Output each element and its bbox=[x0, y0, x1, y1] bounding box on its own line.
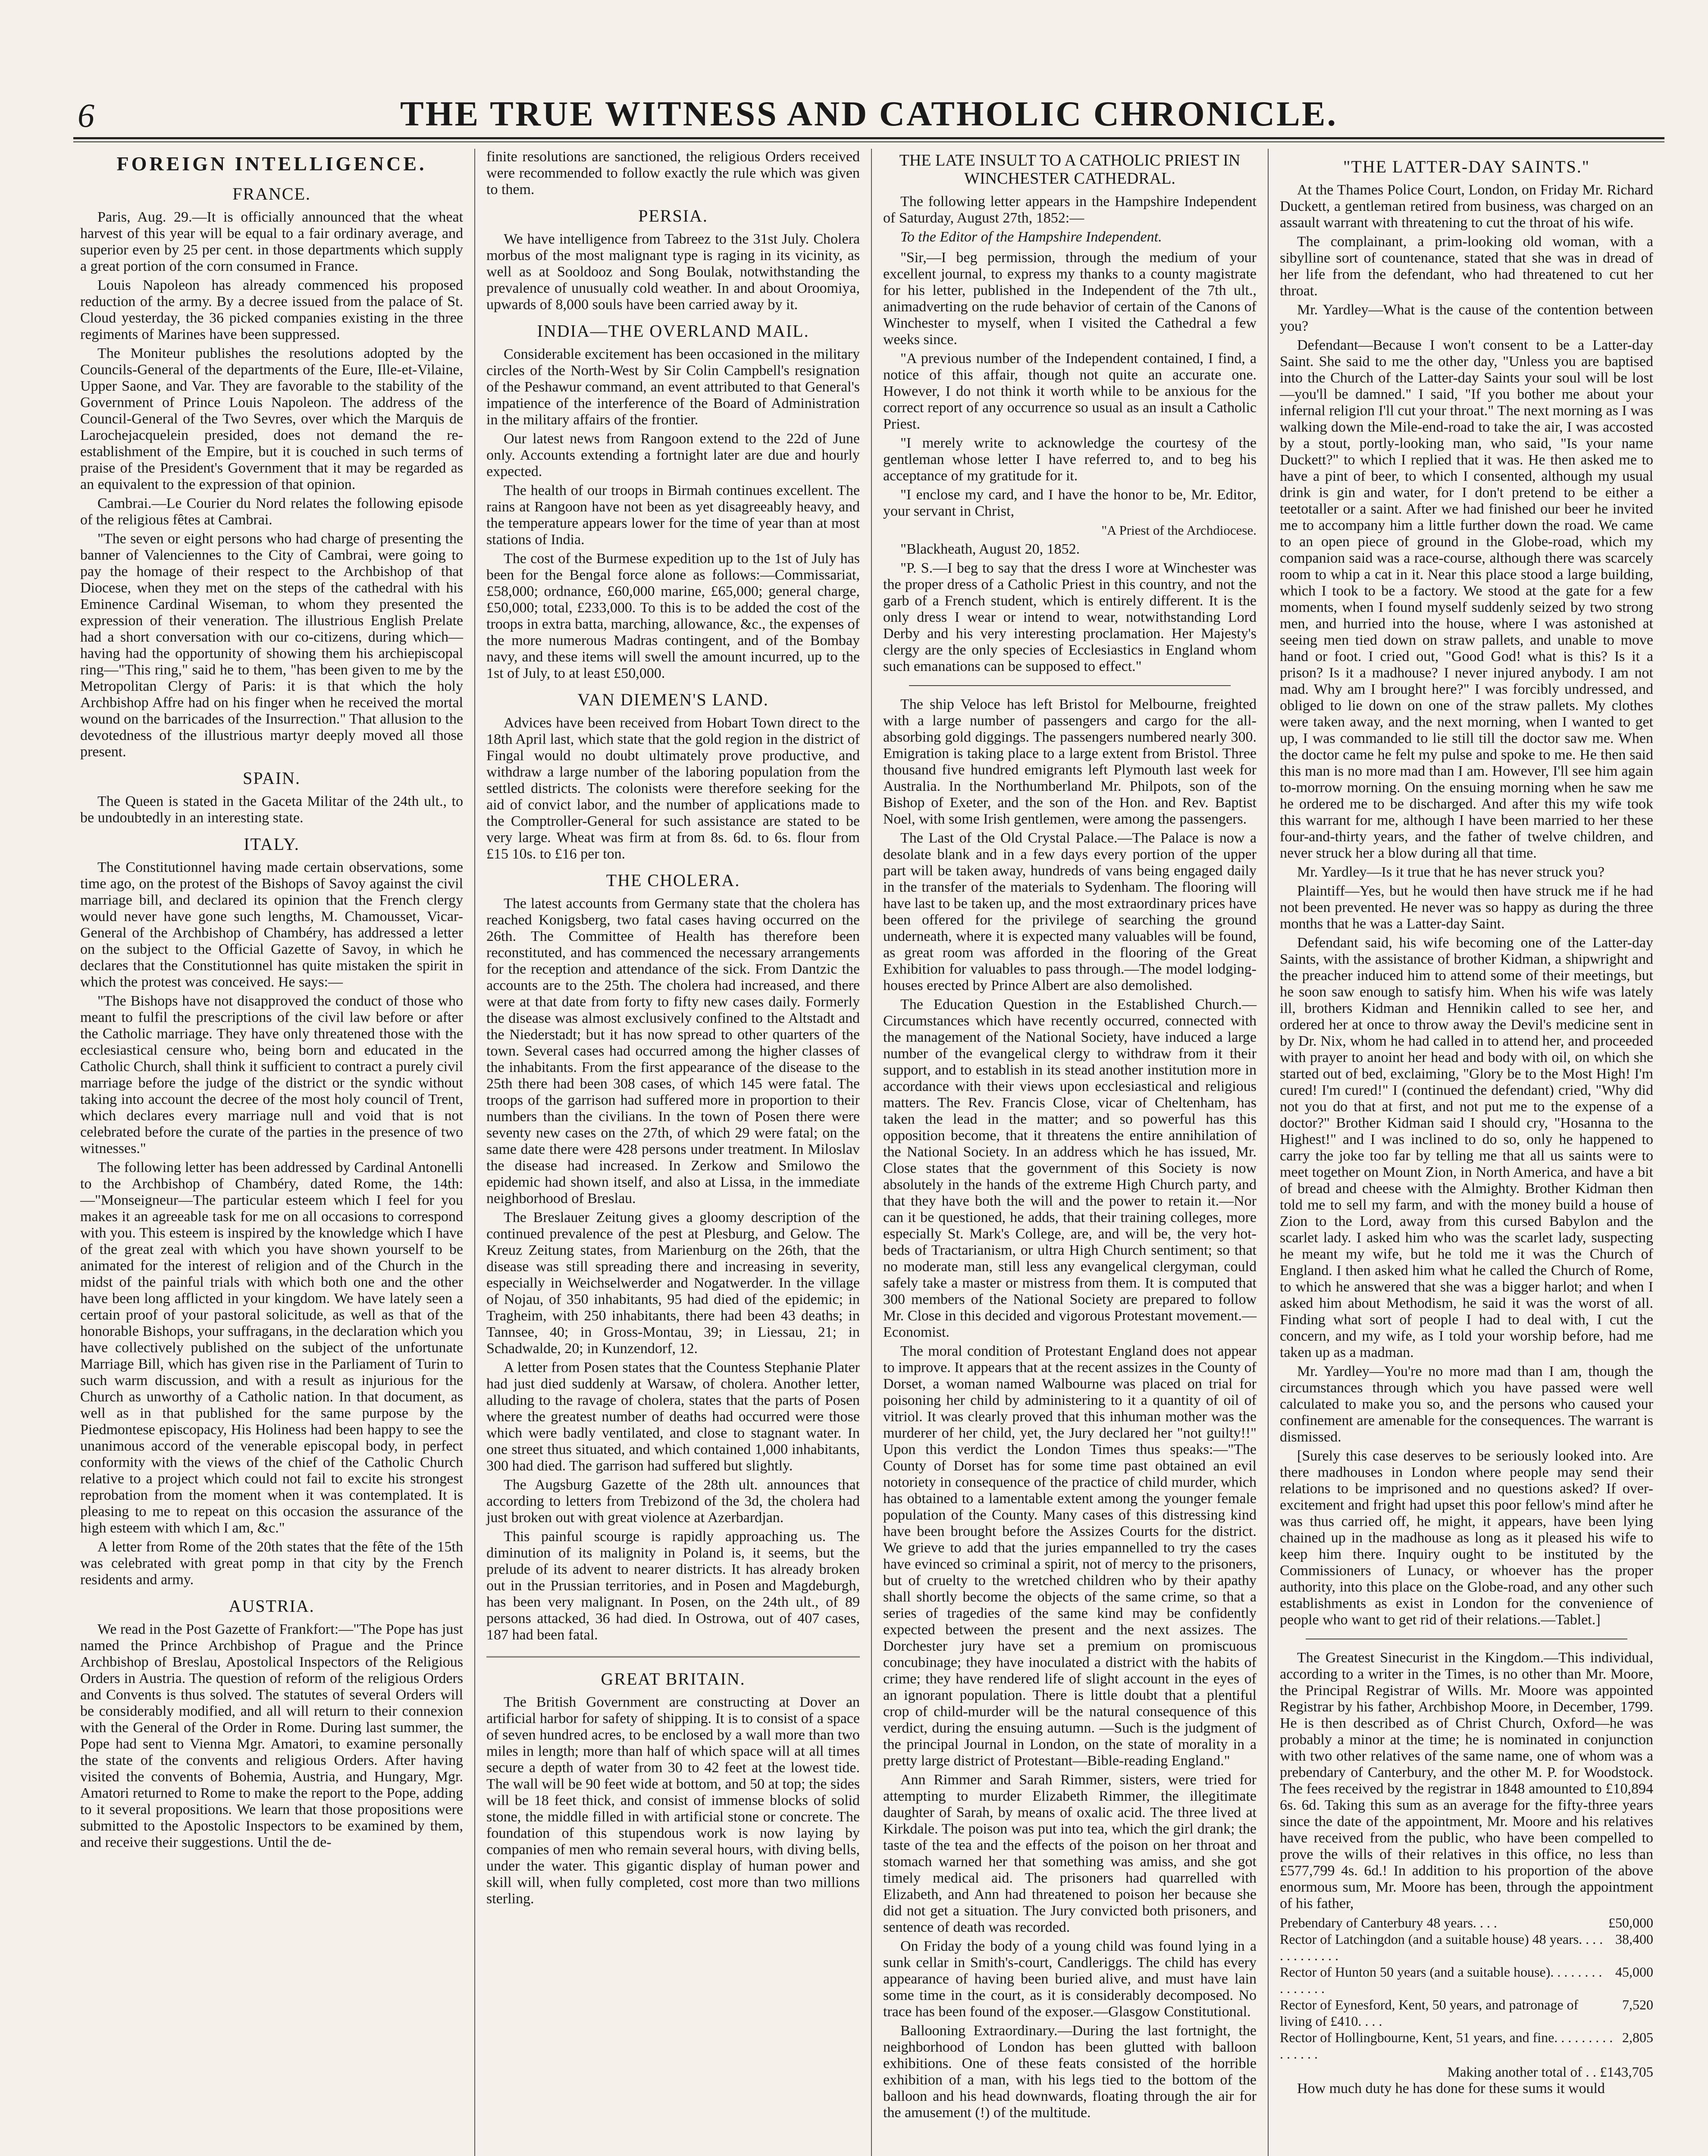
sinecure-label: Rector of Hollingbourne, Kent, 51 years, and fine. . . . . . . . . . . . . . . bbox=[1280, 2030, 1613, 2062]
sinecure-total: Making another total of . . £143,705 bbox=[1447, 2065, 1653, 2080]
insult-intro: The following letter appears in the Hampshire Independent of Saturday, August 27th, 1852:— bbox=[883, 194, 1257, 226]
spain-paragraph: The Queen is stated in the Gaceta Militar of the 24th ult., to be undoubtedly in an interesting state. bbox=[80, 793, 463, 826]
education-question-paragraph: The Education Question in the Established Church.—Circumstances which have recently occurred, connected with the management of the National Society, have induced a large number of the evangelical clergy to withdraw from it their support, and to establish in its stead another institution more in accordance with their views upon ecclesiastical and religious matters. The Rev. Francis Close, vicar of Cheltenham, has taken the lead in the matter; and so powerful has this opposition become, that it threatens the entire annihilation of the National Society. In an address which he has issued, Mr. Close states that the government of this Society is now absolutely in the hands of the extreme High Church party, and that they have both the will and the power to retain it.—Nor can it be questioned, he adds, that their training colleges, more especially St. Mark's College, are, and will be, the very hot-beds of Tractarianism, or ultra High Church sentiment; so that no moderate man, still less any evangelical clergyman, could safely take a master or mistress from them. It is computed that 300 members of the National Society are prepared to follow Mr. Close in this decided and vigorous Protestant movement.—Economist. bbox=[883, 997, 1257, 1340]
austria-continued: finite resolutions are sanctioned, the religious Orders received were recommended to follow exactly the rule which was given to them. bbox=[486, 149, 860, 197]
saints-paragraph: Defendant said, his wife becoming one of the Latter-day Saints, with the assistance of brother Kidman, a shipwright and the preacher induced him to attend some of their meetings, but he soon saw enough to satisfy him. When his wife was lately ill, brothers Kidman and Hennikin called to see her, and ordered her at once to throw away the Devil's medicine sent in by Dr. Nix, whom he had called in to attend her, and proceeded with prayer to anoint her head and body with oil, on which she started out of bed, exclaiming, "Glory be to the Most High! I'm cured! I'm cured!" I (continued the defendant) cried, "Why did not you do that at first, and not put me to the expense of a doctor?" Brother Kidman said I should cry, "Hosanna to the Highest!" and I was inclined to do so, only he happened to carry the joke too far by telling me that all us saints were to meet together on Mount Zion, in North America, and have a bit of bread and cheese with the Almighty. Brother Kidman then told me to sell my farm, and with the money build a house of Zion to the Lord, away from this cursed Babylon and the scarlet lady. I asked him who was the scarlet lady, suspecting he meant my wife, but he told me it was the Church of England. I then asked him what he called the Church of Rome, to which he answered that she was a bigger harlot; and when I asked him about Methodism, he said it was the worst of all. Finding what sort of people I had to deal with, I cut the concern, and my wife, as I told your worship before, had me taken up as a madman. bbox=[1280, 935, 1653, 1360]
sinecure-label: Prebendary of Canterbury 48 years. . . . bbox=[1280, 1915, 1497, 1930]
great-britain-heading: GREAT BRITAIN. bbox=[486, 1656, 860, 1689]
france-paragraph: Paris, Aug. 29.—It is officially announced that the wheat harvest of this year will be equal to a fair ordinary average, and superior even by 25 per cent. in those departments which supply a great portion of the corn consumed in France. bbox=[80, 209, 463, 274]
latter-day-saints-heading: "THE LATTER-DAY SAINTS." bbox=[1343, 157, 1590, 176]
france-heading: FRANCE. bbox=[232, 184, 311, 204]
france-paragraph: Louis Napoleon has already commenced his proposed reduction of the army. By a decree issued from the palace of St. Cloud yesterday, the 36 picked companies existing in the three regiments of Marines have been suppressed. bbox=[80, 277, 463, 342]
great-britain-paragraph: The British Government are constructing at Dover an artificial harbor for safety of shipping. It is to consist of a space of seven hundred acres, to be enclosed by a wall more than two miles in length; more than half of which space will at all times secure a depth of water from 30 to 42 feet at the lowest tide. The wall will be 90 feet wide at bottom, and 50 at top; the sides will be 18 feet thick, and consist of immense blocks of solid stone, the middle filled in with artificial stone or concrete. The foundation of this stupendous work is now laying by companies of men who remain several hours, with diving bells, under the water. This gigantic display of human power and skill will, when fully completed, cost more than two millions sterling. bbox=[486, 1694, 860, 1907]
insult-salutation: To the Editor of the Hampshire Independent. bbox=[900, 229, 1162, 245]
masthead-rule bbox=[73, 137, 1664, 139]
sinecure-amount: 7,520 bbox=[1622, 1997, 1653, 2012]
column-2 bbox=[474, 149, 871, 2156]
saints-paragraph: Plaintiff—Yes, but he would then have struck me if he had not been prevented. He never was so happy as during the three months that he was a Latter-day Saint. bbox=[1280, 883, 1653, 932]
ballooning-paragraph: Ballooning Extraordinary.—During the last fortnight, the neighborhood of London has been glutted with balloon exhibitions. One of these feats consisted of the horrible exhibition of a man, with his legs tied to the bottom of the balloon and his head downwards, floating through the air for the amusement (!) of the multitude. bbox=[883, 2023, 1257, 2121]
italy-paragraph: The Constitutionnel having made certain observations, some time ago, on the protest of the Bishops of Savoy against the civil marriage bill, and declared its opinion that the French clergy would never have gone such lengths, M. Chamousset, Vicar-General of the Archbishop of Chambéry, has addressed a letter on the subject to the Official Gazette of Savoy, in which he declares that the Constitutionnel has quite mistaken the spirit in which the protest was conceived. He says:— bbox=[80, 859, 463, 990]
cholera-paragraph: This painful scourge is rapidly approaching us. The diminution of its malignity in Poland is, it seems, but the prelude of its advent to nearer districts. It has already broken out in the Prussian territories, and in Posen and Magdeburgh, has been very malignant. In Posen, on the 24th ult., of 89 persons attacked, 36 had died. In Ostrowa, out of 407 cases, 187 had been fatal. bbox=[486, 1529, 860, 1643]
india-heading: INDIA—THE OVERLAND MAIL. bbox=[537, 321, 809, 341]
sinecure-label: Rector of Eynesford, Kent, 50 years, and patronage of living of £410. . . . bbox=[1280, 1997, 1579, 2029]
crystal-palace-paragraph: The Last of the Old Crystal Palace.—The Palace is now a desolate blank and in a few days every portion of the upper part will be taken away, hundreds of vans being engaged daily in the transfer of the materials to Sydenham. The flooring will have last to be taken up, and the most extraordinary prices have been offered for the privilege of searching the ground underneath, where it is expected many valuables will be found, as great room was afforded in the flooring of the Great Exhibition for valuables to pass through.—The model lodging-houses erected by Prince Albert are also demolished. bbox=[883, 830, 1257, 993]
van-diemen-paragraph: Advices have been received from Hobart Town direct to the 18th April last, which state that the gold region in the district of Fingal would no doubt ultimately prove productive, and withdraw a large number of the laboring population from the settled districts. The colonists were therefore seeking for the aid of convict labor, and the number of applications made to the Comptroller-General for such assistance are stated to be very large. Wheat was firm at from 8s. 6d. to 6s. flour from £15 10s. to £16 per ton. bbox=[486, 715, 860, 862]
column-1 bbox=[78, 149, 474, 2156]
section-divider bbox=[909, 685, 1231, 686]
sinecure-table bbox=[1280, 1915, 1653, 2062]
sinecure-row bbox=[1280, 1964, 1653, 1996]
cholera-paragraph: A letter from Posen states that the Countess Stephanie Plater had just died suddenly at Warsaw, of cholera. Another letter, alluding to the ravage of cholera, states that the parts of Posen where the greatest number of deaths had occurred were those which were badly ventilated, and close to stagnant water. In one street thus situated, and which contained 1,000 inhabitants, 300 had died. The garrison had suffered but slightly. bbox=[486, 1360, 860, 1474]
sinecure-amount: 45,000 bbox=[1615, 1964, 1653, 1980]
india-paragraph: The health of our troops in Birmah continues excellent. The rains at Rangoon have not been as yet disagreeably heavy, and the temperature appears lower for the time of year than at most stations of India. bbox=[486, 483, 860, 548]
austria-heading: AUSTRIA. bbox=[229, 1596, 315, 1616]
france-paragraph: The Moniteur publishes the resolutions adopted by the Councils-General of the departments of the Eure, Ille-et-Vilaine, Upper Saone, and Var. They are favorable to the stability of the Government of Prince Louis Napoleon. The address of the Council-General of the Two Sevres, over which the Marquis de Larochejacquelein presided, does not demand the re-establishment of the Empire, but it is couched in such terms of praise of the President's Government that it may be regarded as an equivalent to the expression of that opinion. bbox=[80, 345, 463, 492]
paper-title: THE TRUE WITNESS AND CATHOLIC CHRONICLE. bbox=[400, 94, 1338, 133]
insult-letter-paragraph: "Sir,—I beg permission, through the medium of your excellent journal, to express my thanks to a county magistrate for his letter, published in the Independent of the 7th ult., animadverting on the rude behavior of certain of the Canons of Winchester to myself, when I visited the Cathedral a few weeks since. bbox=[883, 250, 1257, 348]
sinecure-row bbox=[1280, 2029, 1653, 2062]
sinecure-amount: 2,805 bbox=[1622, 2030, 1653, 2045]
india-paragraph: The cost of the Burmese expedition up to the 1st of July has been for the Bengal force alone as follows:—Commissariat, £58,000; ordnance, £60,000 marine, £65,000; general charge, £50,000; total, £233,000. To this is to be added the cost of the troops in extra batta, marching, allowance, &c., the expenses of the more numerous Madras contingent, and of the Bombay navy, and these items will swell the amount incurred, up to the 1st of July, to at least £50,000. bbox=[486, 551, 860, 681]
saints-paragraph: Mr. Yardley—You're no more mad than I am, though the circumstances through which you have passed were well calculated to make you so, and the persons who caused your confinement are amenable for the consequences. The warrant is dismissed. bbox=[1280, 1363, 1653, 1445]
insult-signature: "A Priest of the Archdiocese. bbox=[1101, 523, 1257, 538]
france-paragraph: "The seven or eight persons who had charge of presenting the banner of Valenciennes to the City of Cambrai, were going to pay the homage of their respect to the Archbishop of that Diocese, when they met on the steps of the cathedral with his Eminence Cardinal Wiseman, to whom they presented the expression of their veneration. The illustrious English Prelate had a short conversation with our co-citizens, during which—having had the opportunity of showing them his archiepiscopal ring—"This ring," said he to them, "has been given to me by the Metropolitan Clergy of Paris: it is that which the holy Archbishop Affre had on his finger when he received the mortal wound on the barricades of the Insurrection." That allusion to the devotedness of the illustrious martyr deeply moved all those present. bbox=[80, 531, 463, 760]
sinecure-row bbox=[1280, 1915, 1653, 1931]
column-3 bbox=[871, 149, 1268, 2156]
van-diemen-heading: VAN DIEMEN'S LAND. bbox=[577, 690, 769, 709]
persia-heading: PERSIA. bbox=[638, 206, 708, 226]
saints-paragraph: The complainant, a prim-looking old woman, with a sibylline sort of countenance, stated that she was in dread of her life from the defendant, who had threatened to cut her throat. bbox=[1280, 234, 1653, 299]
saints-paragraph: At the Thames Police Court, London, on Friday Mr. Richard Duckett, a gentleman retired from business, was charged on an assault warrant with threatening to cut the throat of his wife. bbox=[1280, 182, 1653, 231]
cholera-paragraph: The Breslauer Zeitung gives a gloomy description of the continued prevalence of the pest at Plesburg, and Gelow. The Kreuz Zeitung states, from Marienburg on the 26th, that the disease was still spreading there and increasing in severity, especially in Weichselwerder and Nogatwerder. In the village of Nojau, of 350 inhabitants, 95 had died of the epidemic; in Tragheim, with 250 inhabitants, there had been 43 deaths; in Tannsee, 40; in Gross-Montau, 39; in Liessau, 21; in Schadwalde, 20; in Kunzendorf, 12. bbox=[486, 1210, 860, 1357]
column-4 bbox=[1268, 149, 1664, 2156]
insult-letter-paragraph: "I merely write to acknowledge the courtesy of the gentleman whose letter I have referred to, and to beg his acceptance of my gratitude for it. bbox=[883, 435, 1257, 484]
insult-letter-paragraph: "A previous number of the Independent contained, I find, a notice of this affair, though not quite an accurate one. However, I do not think it worth while to be anxious for the correct report of any occurrence so usual as an insult a Catholic Priest. bbox=[883, 351, 1257, 432]
italy-paragraph: The following letter has been addressed by Cardinal Antonelli to the Archbishop of Chambéry, dated Rome, the 14th:—"Monseigneur—The particular esteem which I feel for you makes it an agreeable task for me on all occasions to correspond with you. This esteem is inspired by the knowledge which I have of the great zeal with which you have shown yourself to be animated for the interest of religion and of the Church in the midst of the painful trials with which both one and the other have been long afflicted in your kingdom. We have lately seen a certain proof of your pastoral solicitude, as well as that of the honorable Bishops, your suffragans, in the declaration which you have collectively published on the subject of the unfortunate Marriage Bill, which has given rise in the Parliament of Turin to such warm discussion, and with a result as injurious for the Church as unworthy of a Catholic nation. In that document, as well as in that published for the same purpose by the Piedmontese episcopacy, His Holiness had been happy to see the unanimous accord of the venerable episcopal body, in perfect conformity with the views of the chief of the Catholic Church relative to a project which could not fail to excite his strongest reprobation from the moment when it was contemplated. It is pleasing to me to repeat on this occasion the assurance of the high esteem with which I am, &c." bbox=[80, 1159, 463, 1536]
insult-postscript: "P. S.—I beg to say that the dress I wore at Winchester was the proper dress of a Catholic Priest in this country, and not the garb of a French student, which is entirely different. It is the only dress I wear or intend to wear, notwithstanding Lord Derby and his very interesting proclamation. Her Majesty's clergy are the only species of Ecclesiastics in England whom such emanations can be supposed to effect." bbox=[883, 560, 1257, 674]
insult-letter-paragraph: "I enclose my card, and I have the honor to be, Mr. Editor, your servant in Christ, bbox=[883, 487, 1257, 519]
persia-paragraph: We have intelligence from Tabreez to the 31st July. Cholera morbus of the most malignant type is raging in its vicinity, as well as at Sooldooz and Song Boulak, notwithstanding the prevalence of unusually cold weather. In and about Oroomiya, upwards of 8,000 souls have been carried away by it. bbox=[486, 231, 860, 313]
cholera-paragraph: The latest accounts from Germany state that the cholera has reached Konigsberg, two fatal cases having occurred on the 26th. The Committee of Health has therefore been reconstituted, and has commenced the necessary arrangements for the reception and attendance of the sick. From Dantzic the accounts are to the 25th. The cholera had increased, and there were at that date from forty to fifty new cases daily. Formerly the disease was almost exclusively confined to the Altstadt and the Niederstadt; but it has now spread to other quarters of the town. Several cases had occurred among the higher classes of the inhabitants. From the first appearance of the disease to the 25th there had been 308 cases, of which 145 were fatal. The troops of the garrison had suffered more in proportion to their numbers than the civilians. In the town of Posen there were seventy new cases on the 27th, of which 29 were fatal; on the same date there were 428 persons under treatment. In Miloslav the disease had increased. In Zerkow and Smilowo the epidemic had shown itself, and also at Lissa, in the immediate neighborhood of Breslau. bbox=[486, 896, 860, 1206]
italy-heading: ITALY. bbox=[244, 834, 300, 854]
saints-paragraph: [Surely this case deserves to be seriously looked into. Are there madhouses in London where people may send their relations to be imprisoned and no questions asked? If over-excitement and fright had upset this poor fellow's mind after he was thus carried off, he might, it appears, have been lying chained up in the madhouse as long as it pleased his wife to keep him there. Inquiry ought to be instituted by the Commissioners of Lunacy, or whoever has the proper authority, into this place on the Globe-road, and any other such establishments as exist in London for the convenience of people who want to get rid of their relations.—Tablet.] bbox=[1280, 1448, 1653, 1628]
child-body-paragraph: On Friday the body of a young child was found lying in a sunk cellar in Smith's-court, Candleriggs. The child has every appearance of having been buried alive, and must have lain some time in the court, as it is considerably decomposed. No trace has been found of the exposer.—Glasgow Constitutional. bbox=[883, 1938, 1257, 2020]
masthead-rule-thin bbox=[73, 141, 1664, 142]
rimmer-trial-paragraph: Ann Rimmer and Sarah Rimmer, sisters, were tried for attempting to murder Elizabeth Rimmer, the illegitimate daughter of Sarah, by means of oxalic acid. The three lived at Kirkdale. The poison was put into tea, which the girl drank; the taste of the tea and the effects of the poison on her throat and stomach warned her that something was amiss, and she got timely medical aid. The prisoners had quarrelled with Elizabeth, and Ann had threatened to poison her because she did not get a situation. The Jury convicted both prisoners, and sentence of death was recorded. bbox=[883, 1772, 1257, 1935]
sinecure-label: Rector of Hunton 50 years (and a suitable house). . . . . . . . . . . . . . . bbox=[1280, 1964, 1602, 1996]
india-paragraph: Considerable excitement has been occasioned in the military circles of the North-West by Sir Colin Campbell's resignation of the Peshawur command, an event attributed to that General's impatience of the interference of the Board of Administration in the military affairs of the frontier. bbox=[486, 346, 860, 428]
france-paragraph: Cambrai.—Le Courier du Nord relates the following episode of the religious fêtes at Cambrai. bbox=[80, 495, 463, 528]
sinecure-row bbox=[1280, 1996, 1653, 2029]
page-number: 6 bbox=[78, 97, 94, 134]
sinecure-row bbox=[1280, 1931, 1653, 1964]
saints-paragraph: Defendant—Because I won't consent to be a Latter-day Saint. She said to me the other day, "Unless you are baptised into the Church of the Latter-day Saints your soul will be lost—you'll be damned." I said, "If you bother me about your infernal religion I'll cut your throat." The next morning as I was walking down the Mile-end-road to take the air, I was accosted by a stout, portly-looking man, who said, "Is your name Duckett?" to which I replied that it was. He then asked me to have a pint of beer, to which I consented, although my usual drink is gin and water, for I don't pretend to be either a teetotaller or a saint. After we had finished our beer he invited me to accompany him a little further down the road. We came to an open piece of ground in the Globe-road, which my companion said was a race-course, although there was scarcely room to whip a cat in it. Near this place stood a large building, which I took to be a factory. We stood at the gate for a few moments, when I found myself suddenly seized by two strong men, and hurried into the house, where I was astonished at seeing men tied down on straw pallets, and unable to move hand or foot. I cried out, "Good God! what is this? Is it a prison? Is it a madhouse? I never injured anybody. I am not mad. Why am I brought here?" I was forcibly undressed, and obliged to lie down on one of the straw pallets. My clothes were taken away, and the next morning, when I wanted to get up, I was commanded to lie still till the doctor saw me. When the doctor came he felt my pulse and spoke to me. He then said this man is no more mad than I am. However, I'll see him again to-morrow morning. On the ensuing morning when he saw me he ordered me to be discharged. And after this my wife took this warrant for me, although I have been married to her these four-and-thirty years, and the father of twelve children, and never struck her a blow during all that time. bbox=[1280, 337, 1653, 861]
sinecure-amount: £50,000 bbox=[1608, 1915, 1653, 1930]
insult-dateline: "Blackheath, August 20, 1852. bbox=[900, 541, 1080, 557]
cholera-heading: THE CHOLERA. bbox=[606, 871, 740, 890]
austria-paragraph: We read in the Post Gazette of Frankfort:—"The Pope has just named the Prince Archbishop of Prague and the Prince Archbishop of Breslau, Apostolical Inspectors of the Religious Orders in Austria. The question of reform of the religious Orders and Convents is thus solved. The statutes of several Orders will be considerably modified, and all will return to their connexion with the General of the Order in Rome. During last summer, the Pope had sent to Vienna Mgr. Amatori, to examine personally the state of the convents and religious Orders. After having visited the convents of Bohemia, Austria, and Hungary, Mgr. Amatori returned to Rome to make the report to the Pope, adding to it several propositions. We learn that those propositions were submitted to the Apostolic Inspectors to be examined by them, and receive their suggestions. Until the de- bbox=[80, 1621, 463, 1850]
sinecure-label: Rector of Latchingdon (and a suitable house) 48 years. . . . . . . . . . . . . bbox=[1280, 1931, 1603, 1963]
india-paragraph: Our latest news from Rangoon extend to the 22d of June only. Accounts extending a fortnight later are due and hourly expected. bbox=[486, 431, 860, 479]
article-columns bbox=[78, 149, 1664, 2156]
insult-heading: THE LATE INSULT TO A CATHOLIC PRIEST IN WINCHESTER CATHEDRAL. bbox=[899, 151, 1241, 188]
moral-condition-paragraph: The moral condition of Protestant England does not appear to improve. It appears that at the recent assizes in the County of Dorset, a woman named Walbourne was placed on trial for poisoning her child by administering to it a quantity of oil of vitriol. It was clearly proved that this inhuman mother was the murderer of her child, yet, the Jury declared her "not guilty!!" Upon this verdict the London Times thus speaks:—"The County of Dorset has for some time past obtained an evil notoriety in consequence of the practice of child murder, which has obtained to a lamentable extent among the younger female population of the County. Many cases of this distressing kind have been brought before the Assizes Courts for the district. We grieve to add that the juries empannelled to try the cases have evinced so criminal a spirit, not of mercy to the prisoners, but of cruelty to the wretched children who by their apathy shall shortly become the objects of the same crime, so that a series of tragedies of the same kind may be confidently expected between the present and the next assizes. The Dorchester jury have set a premium on promiscuous concubinage; they have inoculated a district with the habits of crime; they have rendered life of slight account in the eyes of an ignorant population. There is little doubt that a plentiful crop of child-murder will be the natural consequence of this verdict, during the ensuing autumn. —Such is the judgment of the principal Journal in London, on the state of morality in a pretty large district of Protestant—Bible-reading England." bbox=[883, 1343, 1257, 1769]
cholera-paragraph: The Augsburg Gazette of the 28th ult. announces that according to letters from Trebizond of the 3d, the cholera had just broken out with great violence at Azerbardjan. bbox=[486, 1477, 860, 1526]
saints-paragraph: Mr. Yardley—What is the cause of the contention between you? bbox=[1280, 302, 1653, 334]
sinecure-amount: 38,400 bbox=[1615, 1931, 1653, 1947]
saints-paragraph: Mr. Yardley—Is it true that he has never struck you? bbox=[1297, 864, 1605, 880]
veloce-paragraph: The ship Veloce has left Bristol for Melbourne, freighted with a large number of passengers and cargo for the all-absorbing gold diggings. The passengers numbered nearly 300. Emigration is taking place to a large extent from Bristol. Three thousand five hundred emigrants left Plymouth last week for Australia. In the Northumberland Mr. Philpots, son of the Bishop of Exeter, and the son of the Hon. and Rev. Baptist Noel, with some Irish gentlemen, were among the passengers. bbox=[883, 696, 1257, 827]
foreign-intelligence-heading: FOREIGN INTELLIGENCE. bbox=[116, 153, 427, 175]
italy-paragraph: "The Bishops have not disapproved the conduct of those who meant to fulfil the prescriptions of the civil law before or after the Catholic marriage. They have only threatened those with the ecclesiastical censure who, being born and educated in the Catholic Church, shall think it sufficient to contract a purely civil marriage before the judge of the district or the syndic without taking into account the decree of the most holy council of Trent, which declares every marriage null and void that is not celebrated before the curate of the parties in the presence of two witnesses." bbox=[80, 993, 463, 1156]
italy-paragraph: A letter from Rome of the 20th states that the fête of the 15th was celebrated with great pomp in that city by the French residents and army. bbox=[80, 1539, 463, 1588]
sinecurist-paragraph: The Greatest Sinecurist in the Kingdom.—This individual, according to a writer in the Times, is no other than Mr. Moore, the Principal Registrar of Wills. Mr. Moore was appointed Registrar by his father, Archbishop Moore, in December, 1799. He is then described as of Christ Church, Oxford—he was probably a minor at the time; he is nominated in conjunction with two other relatives of the same name, one of whom was a prebendary of Canterbury, and the other M. P. for Woodstock. The fees received by the registrar in 1848 amounted to £10,894 6s. 6d. Taking this sum as an average for the fifty-three years since the date of the appointment, Mr. Moore and his relatives have received from the public, who have been compelled to prove the wills of their relatives in this office, no less than £577,799 4s. 6d.! In addition to his proportion of the above enormous sum, Mr. Moore has been, through the appointment of his father, bbox=[1280, 1650, 1653, 1912]
masthead bbox=[73, 88, 1664, 136]
spain-heading: SPAIN. bbox=[243, 768, 301, 788]
sinecurist-tail: How much duty he has done for these sums it would bbox=[1297, 2081, 1605, 2096]
